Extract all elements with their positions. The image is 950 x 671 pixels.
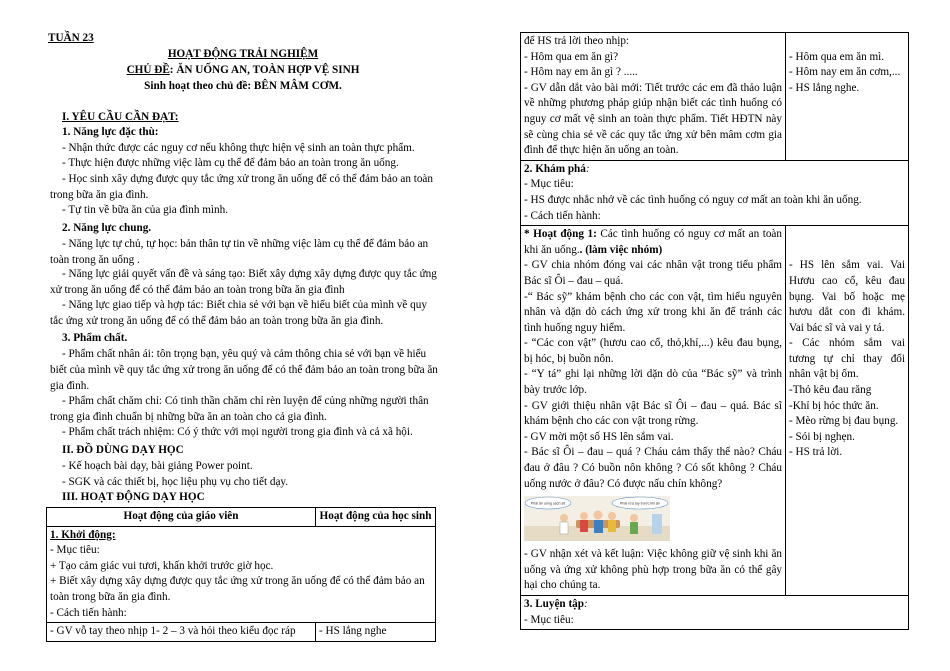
student-cell	[786, 33, 909, 161]
row-text: để HS trả lời theo nhịp:	[524, 35, 630, 47]
bubble-right-text: Phải rửa tay trước khi ăn	[620, 501, 660, 506]
start-cell	[47, 526, 436, 623]
s1-3-item: - Phẩm chất trách nhiệm: Có ý thức với mọi người trong gia đình và cả xã hội.	[62, 426, 413, 438]
student-cell: - HS lắng nghe	[316, 623, 436, 642]
s1-2-item: - Năng lực tự chủ, tự học: bản thân tự tin về những việc làm cụ thể để đảm bảo an toàn trong ăn uống .	[50, 238, 429, 266]
row-text: - Hôm nay em ăn cơm,...	[789, 66, 901, 79]
s2-item: - SGK và các thiết bị, học liệu phụ vụ cho tiết dạy.	[62, 476, 289, 488]
activity-table-left	[46, 507, 436, 642]
explore-title: 2. Khám phá	[524, 162, 586, 175]
bubble-left-text: Phải ăn uống sạch sẽ	[530, 501, 566, 506]
row-text: - Hôm qua em ăn gì?	[524, 50, 619, 63]
start-title: 1. Khởi động:	[50, 528, 116, 541]
teacher-cell	[521, 33, 786, 161]
activity-1-text: Các tình huống có nguy cơ mất an toàn khi ăn uống.	[524, 228, 782, 256]
row-text: - HS lắng nghe.	[789, 81, 860, 94]
practice-title: 3. Luyện tập	[524, 598, 584, 610]
start-item: - Mục tiêu:	[50, 544, 100, 557]
doctor-scene-image	[524, 496, 670, 541]
explore-item: - Mục tiêu:	[524, 178, 574, 191]
practice-cell	[521, 596, 909, 630]
teacher-cell	[521, 226, 786, 596]
row-text: - GV dẫn dắt vào bài mới: Tiết trước các em đã thảo luận về những phương pháp giúp nhận biết các tình huống có nguy cơ mất vệ sinh an toàn thực phẩm. Tiết HĐTN này sẽ cùng chia sẻ về các quy tắc ứng xử bên mâm cơm gia đình để thực hiện ăn uống an toàn.	[524, 81, 782, 157]
s1-1-item: - Thực hiện được những việc làm cụ thể để đảm bảo an toàn trong ăn uống.	[62, 157, 399, 169]
s1-3-item: - Phẩm chất nhân ái: tôn trọng bạn, yêu quý và cảm thông chia sẻ với bạn về hiểu biết của mình về quy tắc ứng xử trong ăn uống để có thể đảm bảo an toàn trong bữa ăn gia đình.	[50, 348, 438, 392]
activity-1-title: * Hoạt động 1:	[524, 228, 597, 241]
start-item: + Tạo cảm giác vui tươi, khấn khởi trước giờ học.	[50, 559, 274, 572]
document-title: HOẠT ĐỘNG TRẢI NGHIỆM	[167, 48, 319, 60]
week-label: TUẦN 23	[48, 32, 94, 44]
row-text: - HS trả lời.	[789, 446, 843, 459]
row-text: - “Y tá” ghi lại những lời dặn dò của “Bác sỹ” và trình bày trước lớp.	[524, 368, 782, 397]
section-1-2-heading: 2. Năng lực chung.	[62, 222, 152, 234]
explore-cell	[521, 160, 909, 225]
right-page	[475, 0, 950, 671]
conclusion-text: - GV nhận xét và kết luận: Việc không giữ vệ sinh khi ăn uống và ứng xử không phù hợp trong bữa ăn có thể gây hại cho chúng ta.	[524, 548, 782, 592]
row-text: -Khỉ bị hóc thức ăn.	[789, 399, 879, 412]
row-text: - GV giới thiệu nhân vật Bác sĩ Ôi – đau – quá. Bác sĩ khám bệnh cho các con vật trong rừng.	[524, 399, 782, 428]
row-text: - Hôm nay em ăn gì ? .....	[524, 66, 638, 79]
row-text: - Sói bị nghẹn.	[789, 430, 855, 443]
row-text: - GV mời một số HS lên sắm vai.	[524, 430, 674, 443]
row-text: -“ Bác sỹ” khám bệnh cho các con vật, tìm hiểu nguyên nhân và dặn dò cách ứng xử trong khi ăn để tránh các tình huống nguy hiểm.	[524, 290, 782, 334]
topic-text: : ĂN UỐNG AN, TOÀN HỢP VỆ SINH	[169, 64, 360, 76]
practice-item: - Mục tiêu:	[524, 613, 574, 626]
section-1-3-heading: 3. Phẩm chất.	[62, 332, 128, 344]
row-text: - Bác sĩ Ôi – đau – quá ? Cháu cảm thấy thế nào? Cháu đau ở đâu ? Có buồn nôn không ? Có sốt không ? Cháu uống nước ở đâu? Có được nấu chín không?	[524, 446, 782, 490]
row-text: - Các nhóm sắm vai tương tự chỉ thay đổi nhân vật bị ốm.	[789, 337, 905, 381]
row-text: - GV chia nhóm đóng vai các nhân vật trong tiểu phẩm Bác sĩ Ôi – đau – quá.	[524, 259, 782, 287]
practice-colon: :	[584, 598, 588, 610]
start-item: - Cách tiến hành:	[50, 606, 127, 619]
s1-3-item: - Phẩm chất chăm chỉ: Có tinh thần chăm chỉ rèn luyện để củng những người thân trong gia đình chuẩn bị những bữa ăn an toàn cho cả gia đình.	[50, 395, 429, 423]
s1-1-item: - Học sinh xây dựng được quy tắc ứng xử trong ăn uống để có thể đảm bảo an toàn trong bữa ăn gia đình.	[50, 173, 433, 201]
section-1-1-heading: 1. Năng lực đặc thù:	[62, 126, 159, 138]
topic-prefix: CHỦ ĐỀ	[126, 64, 170, 76]
start-item: + Biết xây dựng xây dựng được quy tắc ứng xử trong ăn uống để có thể đảm bảo an toàn trong bữa ăn gia đình.	[50, 575, 425, 603]
row-text: - “Các con vật” (hươu cao cổ, thỏ,khỉ,...) kêu đau bụng, bị hóc, bị buồn nôn.	[524, 337, 782, 365]
activity-table-right	[520, 32, 909, 630]
section-3-heading: III. HOẠT ĐỘNG DẠY HỌC	[62, 491, 205, 503]
explore-item: - HS được nhắc nhở về các tình huống có nguy cơ mất an toàn khi ăn uống.	[524, 193, 862, 206]
header-teacher: Hoạt động của giáo viên	[47, 508, 316, 527]
teacher-cell: - GV vỗ tay theo nhịp 1- 2 – 3 và hỏi theo kiểu đọc ráp	[47, 623, 316, 642]
explore-heading	[524, 162, 905, 178]
header-student: Hoạt động của học sinh	[316, 508, 436, 527]
section-1-heading: I. YÊU CẦU CẦN ĐẠT:	[62, 111, 179, 123]
subtitle: Sinh hoạt theo chủ đề: BÊN MÂM CƠM.	[144, 80, 342, 92]
explore-item: - Cách tiến hành:	[524, 209, 601, 222]
explore-colon: :	[585, 162, 590, 175]
row-text: -Thỏ kêu đau răng	[789, 384, 872, 397]
s1-2-item: - Năng lực giải quyết vấn đề và sáng tạo: Biết xây dựng xây dựng được quy tắc ứng xử trong ăn uống để có thể đảm bảo an toàn trong bữa ăn gia đình	[50, 268, 437, 296]
doctor-illustration	[524, 496, 670, 541]
row-text: - Hôm qua em ăn mì.	[789, 50, 885, 63]
row-text: - HS lên sắm vai. Vai Hươu cao cổ, kêu đau bụng. Vai bố hoặc mẹ hươu dắt con đi khám. Vai bác sĩ và vai y tá.	[789, 259, 905, 334]
practice-heading	[524, 597, 905, 613]
topic-line	[48, 63, 438, 79]
student-cell	[786, 226, 909, 596]
s2-item: - Kế hoạch bài dạy, bài giảng Power point.	[62, 460, 253, 472]
s1-1-item: - Nhận thức được các nguy cơ nếu không thực hiện vệ sinh an toàn thực phẩm.	[62, 142, 415, 154]
activity-1-mode: . (làm việc nhóm)	[579, 243, 663, 256]
s1-1-item: - Tự tin về bữa ăn của gia đình mình.	[62, 204, 229, 216]
section-2-heading: II. ĐỒ DÙNG DẠY HỌC	[62, 444, 184, 456]
s1-2-item: - Năng lực giao tiếp và hợp tác: Biết chia sẻ với bạn về hiểu biết của mình về quy tắc ứng xử trong ăn uống để có thể đảm bảo an toàn trong bữa ăn gia đình.	[50, 299, 427, 327]
row-text: - Mèo rừng bị đau bụng.	[789, 415, 899, 428]
activity-1-heading	[524, 227, 782, 258]
